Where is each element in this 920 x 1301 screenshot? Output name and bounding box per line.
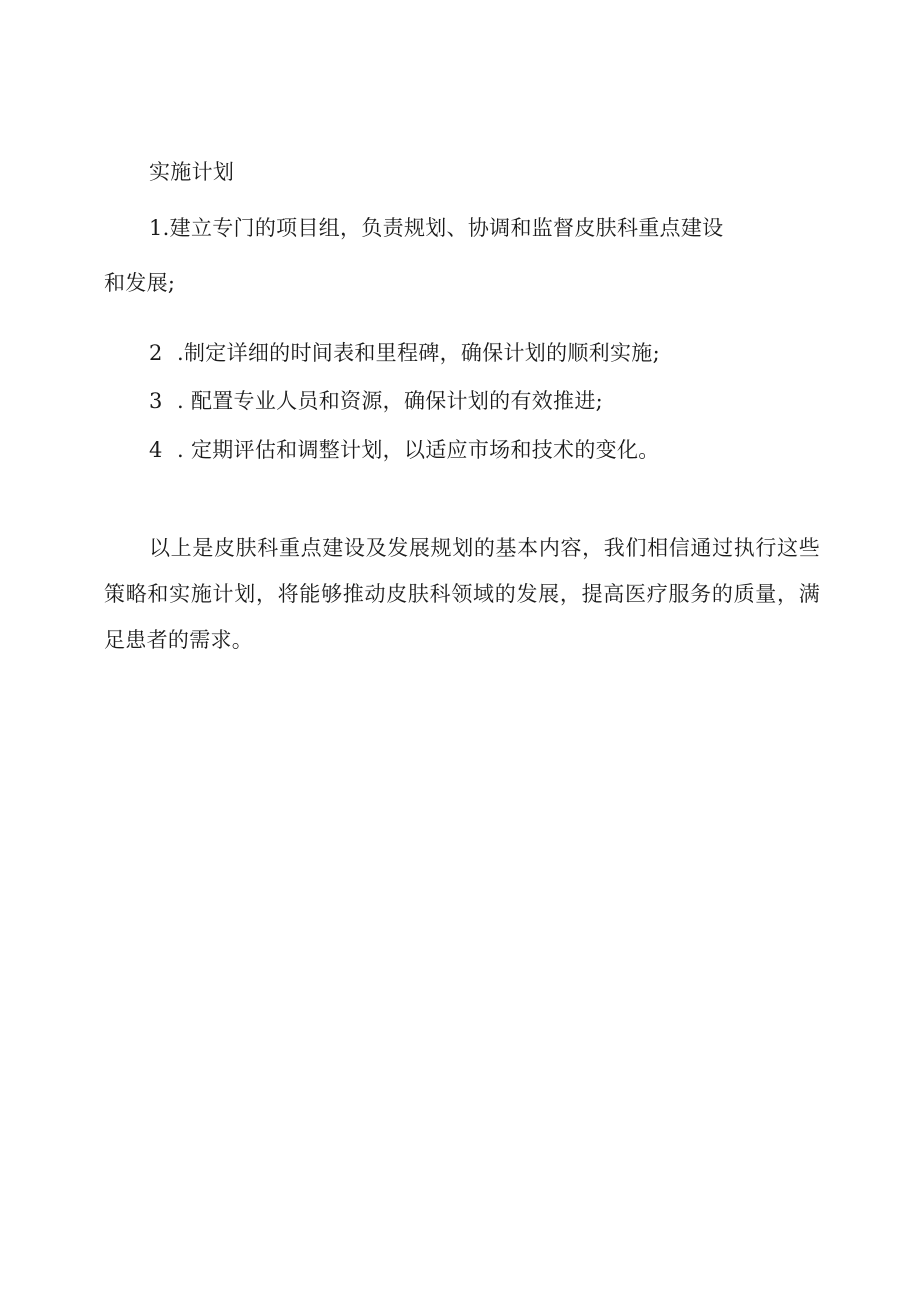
list-item-4-text: . 定期评估和调整计划，以适应市场和技术的变化。 <box>177 438 660 462</box>
list-item-2 <box>149 341 660 365</box>
list-item-3 <box>149 389 603 413</box>
list-item-3-number: 3 <box>149 389 163 413</box>
list-item-1-continuation: 和发展; <box>104 271 176 295</box>
summary-paragraph: 以上是皮肤科重点建设及发展规划的基本内容，我们相信通过执行这些策略和实施计划，将能够推动皮肤科领域的发展，提高医疗服务的质量，满足患者的需求。 <box>104 536 820 652</box>
list-item-3-text: . 配置专业人员和资源，确保计划的有效推进; <box>177 389 604 413</box>
list-item-4 <box>149 438 660 462</box>
list-item-1-text: 建立专门的项目组，负责规划、协调和监督皮肤科重点建设 <box>169 216 724 240</box>
list-item-1 <box>149 216 723 240</box>
section-heading: 实施计划 <box>149 160 235 184</box>
list-item-2-text: .制定详细的时间表和里程碑，确保计划的顺利实施; <box>177 341 660 365</box>
list-item-2-number: 2 <box>149 341 163 365</box>
list-item-1-number: 1. <box>149 216 170 240</box>
list-item-4-number: 4 <box>149 438 163 462</box>
